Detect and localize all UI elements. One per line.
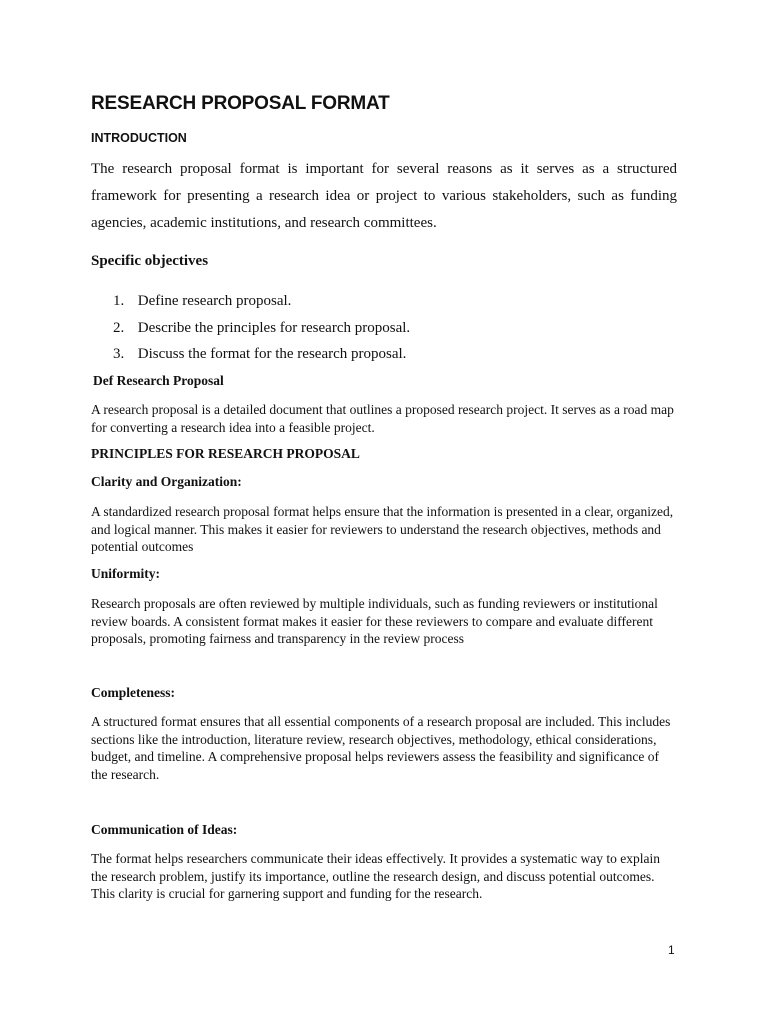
uniformity-heading: Uniformity: (91, 566, 160, 581)
objectives-heading: Specific objectives (91, 253, 209, 269)
definition-heading: Def Research Proposal (93, 373, 224, 388)
list-item (91, 344, 410, 371)
document-title: RESEARCH PROPOSAL FORMAT (91, 93, 390, 114)
objectives-list (91, 291, 410, 371)
list-item (91, 318, 410, 345)
principles-heading: PRINCIPLES FOR RESEARCH PROPOSAL (91, 446, 360, 461)
list-item-number: 1. (113, 293, 125, 309)
completeness-heading: Completeness: (91, 685, 175, 700)
clarity-paragraph: A standardized research proposal format helps ensure that the information is presented in a clear, organized, and logical manner. This makes it easier for reviewers to understand the research objectives, methods and potential outcomes (91, 504, 674, 555)
list-item (91, 291, 410, 318)
list-item-text: Describe the principles for research proposal. (137, 319, 411, 336)
definition-paragraph: A research proposal is a detailed document that outlines a proposed research project. It serves as a road map for converting a research idea into a feasible project. (91, 402, 674, 435)
list-item-text: Define research proposal. (137, 293, 292, 309)
communication-heading: Communication of Ideas: (91, 822, 238, 837)
clarity-heading: Clarity and Organization: (91, 474, 242, 489)
communication-paragraph: The format helps researchers communicate their ideas effectively. It provides a systematic way to explain the research problem, justify its importance, outline the research design, and discuss potential outcomes. This clarity is crucial for garnering support and funding for the research. (91, 851, 661, 902)
page-number: 1 (668, 943, 675, 957)
list-item-text: Discuss the format for the research proposal. (137, 346, 407, 363)
completeness-paragraph: A structured format ensures that all essential components of a research proposal are included. This includes sections like the introduction, literature review, research objectives, methodology, ethical considerations, budget, and timeline. A comprehensive proposal helps reviewers assess the feasibility and significance of the research. (91, 714, 671, 782)
list-item-number: 3. (113, 346, 125, 363)
introduction-paragraph: The research proposal format is important for several reasons as it serves as a structured framework for presenting a research idea or project to various stakeholders, such as funding agencies, academic institutions, and research committees. (91, 161, 677, 231)
uniformity-paragraph: Research proposals are often reviewed by multiple individuals, such as funding reviewers or institutional review boards. A consistent format makes it easier for these reviewers to compare and evaluate different proposals, promoting fairness and transparency in the review process (91, 596, 658, 647)
list-item-number: 2. (113, 319, 125, 336)
introduction-heading: INTRODUCTION (91, 131, 187, 145)
